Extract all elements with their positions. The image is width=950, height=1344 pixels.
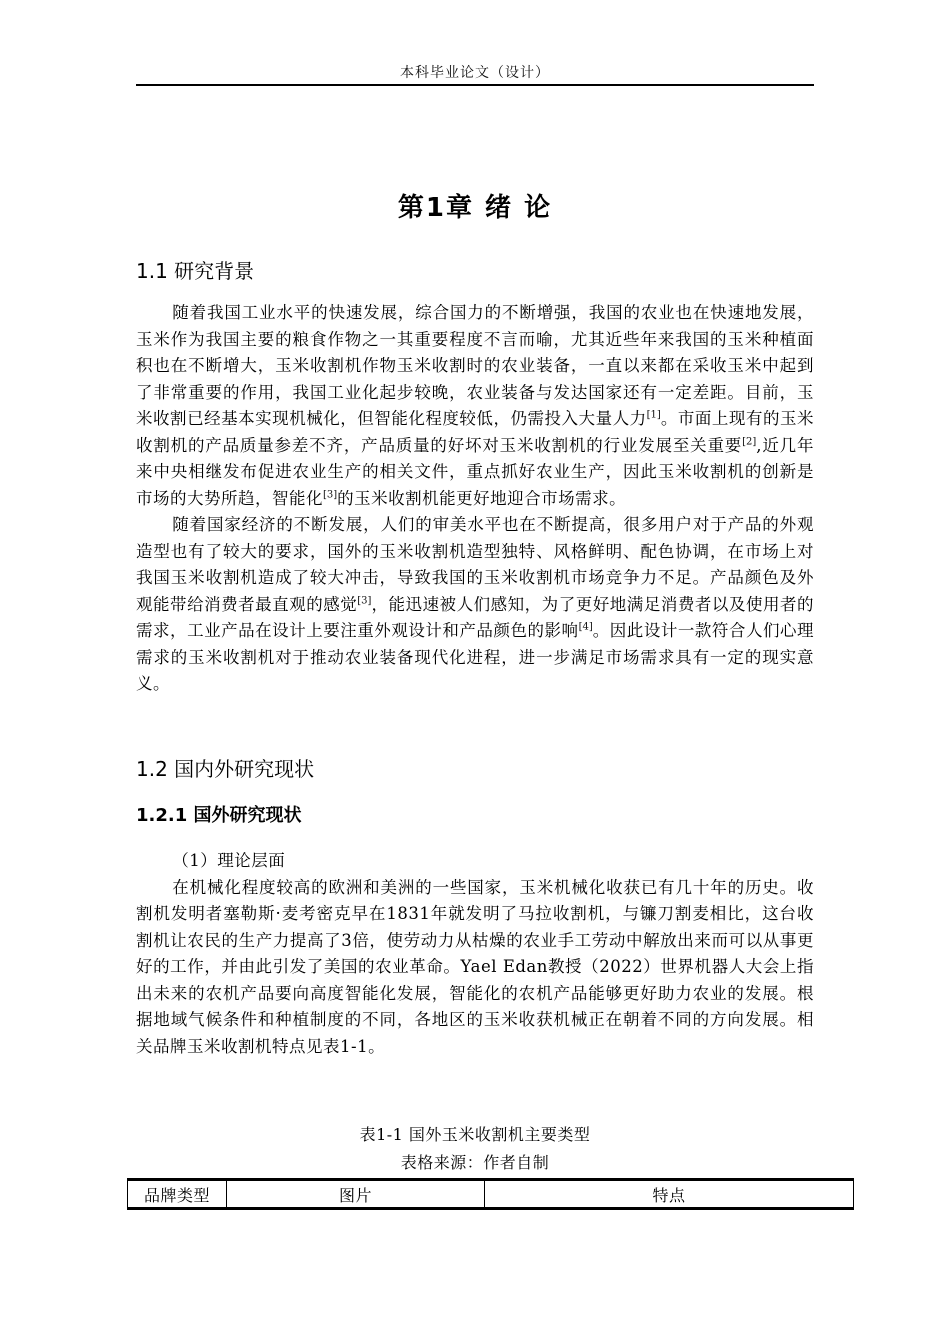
paragraph-text: ,近几年来中央相继发布促进农业生产的相关文件，重点抓好农业生产，因此玉米收割机的创新是市场的大势所趋，智能化 bbox=[136, 435, 814, 508]
paragraph-text: 。因此设计一款符合人们心理需求的玉米收割机对于推动农业装备现代化进程，进一步满足市场需求具有一定的现实意义。 bbox=[136, 621, 815, 693]
section-title-1-1: 1.1 研究背景 bbox=[136, 259, 255, 283]
paragraph-text: 的玉米收割机能更好地迎合市场需求。 bbox=[337, 488, 627, 508]
table-header-cell: 特点 bbox=[485, 1180, 854, 1209]
running-header: 本科毕业论文（设计） bbox=[400, 65, 550, 81]
subsection-title-1-2-1: 1.2.1 国外研究现状 bbox=[136, 805, 302, 826]
citation-superscript: [1] bbox=[646, 409, 661, 421]
section-1-2-1-body bbox=[136, 848, 814, 1060]
table-caption: 表1-1 国外玉米收割机主要类型 bbox=[359, 1125, 591, 1144]
paragraph bbox=[136, 512, 814, 698]
header-rule bbox=[136, 84, 814, 86]
brand-comparison-table bbox=[127, 1178, 854, 1210]
citation-superscript: [2] bbox=[742, 436, 757, 447]
paragraph bbox=[136, 300, 814, 512]
chapter-title: 第1章 绪 论 bbox=[397, 193, 553, 223]
citation-superscript: [3] bbox=[357, 595, 372, 606]
section-1-1-body bbox=[136, 300, 814, 698]
paragraph-text: 。市面上现有的玉米收割机的产品质量参差不齐，产品质量的好坏对玉米收割机的行业发展至关重要 bbox=[136, 409, 815, 455]
paragraph-text: 随着国家经济的不断发展，人们的审美水平也在不断提高，很多用户对于产品的外观造型也有了较大的要求，国外的玉米收割机造型独特、风格鲜明、配色协调，在市场上对我国玉米收割机造成了较大冲击，导致我国的玉米收割机市场竞争力不足。产品颜色及外观能带给消费者最直观的感觉 bbox=[136, 515, 814, 614]
citation-superscript: [3] bbox=[323, 489, 338, 500]
table-header-cell: 品牌类型 bbox=[143, 1185, 210, 1205]
paragraph-text: 随着我国工业水平的快速发展，综合国力的不断增强，我国的农业也在快速地发展，玉米作为我国主要的粮食作物之一其重要程度不言而喻，尤其近些年来我国的玉米种植面积也在不断增大，玉米收割机作物玉米收割时的农业装备，一直以来都在采收玉米中起到了非常重要的作用，我国工业化起步较晚，农业装备与发达国家还有一定差距。目前，玉米收割已经基本实现机械化，但智能化程度较低，仍需投入大量人力 bbox=[136, 303, 814, 428]
paragraph-text: ，能迅速被人们感知，为了更好地满足消费者以及使用者的需求，工业产品在设计上要注重外观设计和产品颜色的影响 bbox=[136, 594, 815, 640]
table-header-cell: 图片 bbox=[227, 1180, 485, 1209]
table-source: 表格来源：作者自制 bbox=[400, 1153, 550, 1172]
table-header-row bbox=[128, 1180, 854, 1209]
paragraph-text: 在机械化程度较高的欧洲和美洲的一些国家，玉米机械化收获已有几十年的历史。收割机发明者塞勒斯·麦考密克早在1831年就发明了马拉收割机，与镰刀割麦相比，这台收割机让农民的生产力提高了3倍，使劳动力从枯燥的农业手工劳动中解放出来而可以从事更好的工作，并由此引发了美国的农业革命。Yael Edan教授（2022）世界机器人大会上指出未来的农机产品要向高度智能化发展，智能化的农机产品能够更好助力农业的发展。根据地域气候条件和种植制度的不同，各地区的玉米收获机械正在朝着不同的方向发展。相关品牌玉米收割机特点见表1-1。 bbox=[136, 877, 814, 1056]
list-label: （1）理论层面 bbox=[172, 851, 286, 870]
paragraph bbox=[136, 875, 814, 1061]
citation-superscript: [4] bbox=[578, 621, 593, 633]
section-title-1-2: 1.2 国内外研究现状 bbox=[136, 757, 315, 781]
